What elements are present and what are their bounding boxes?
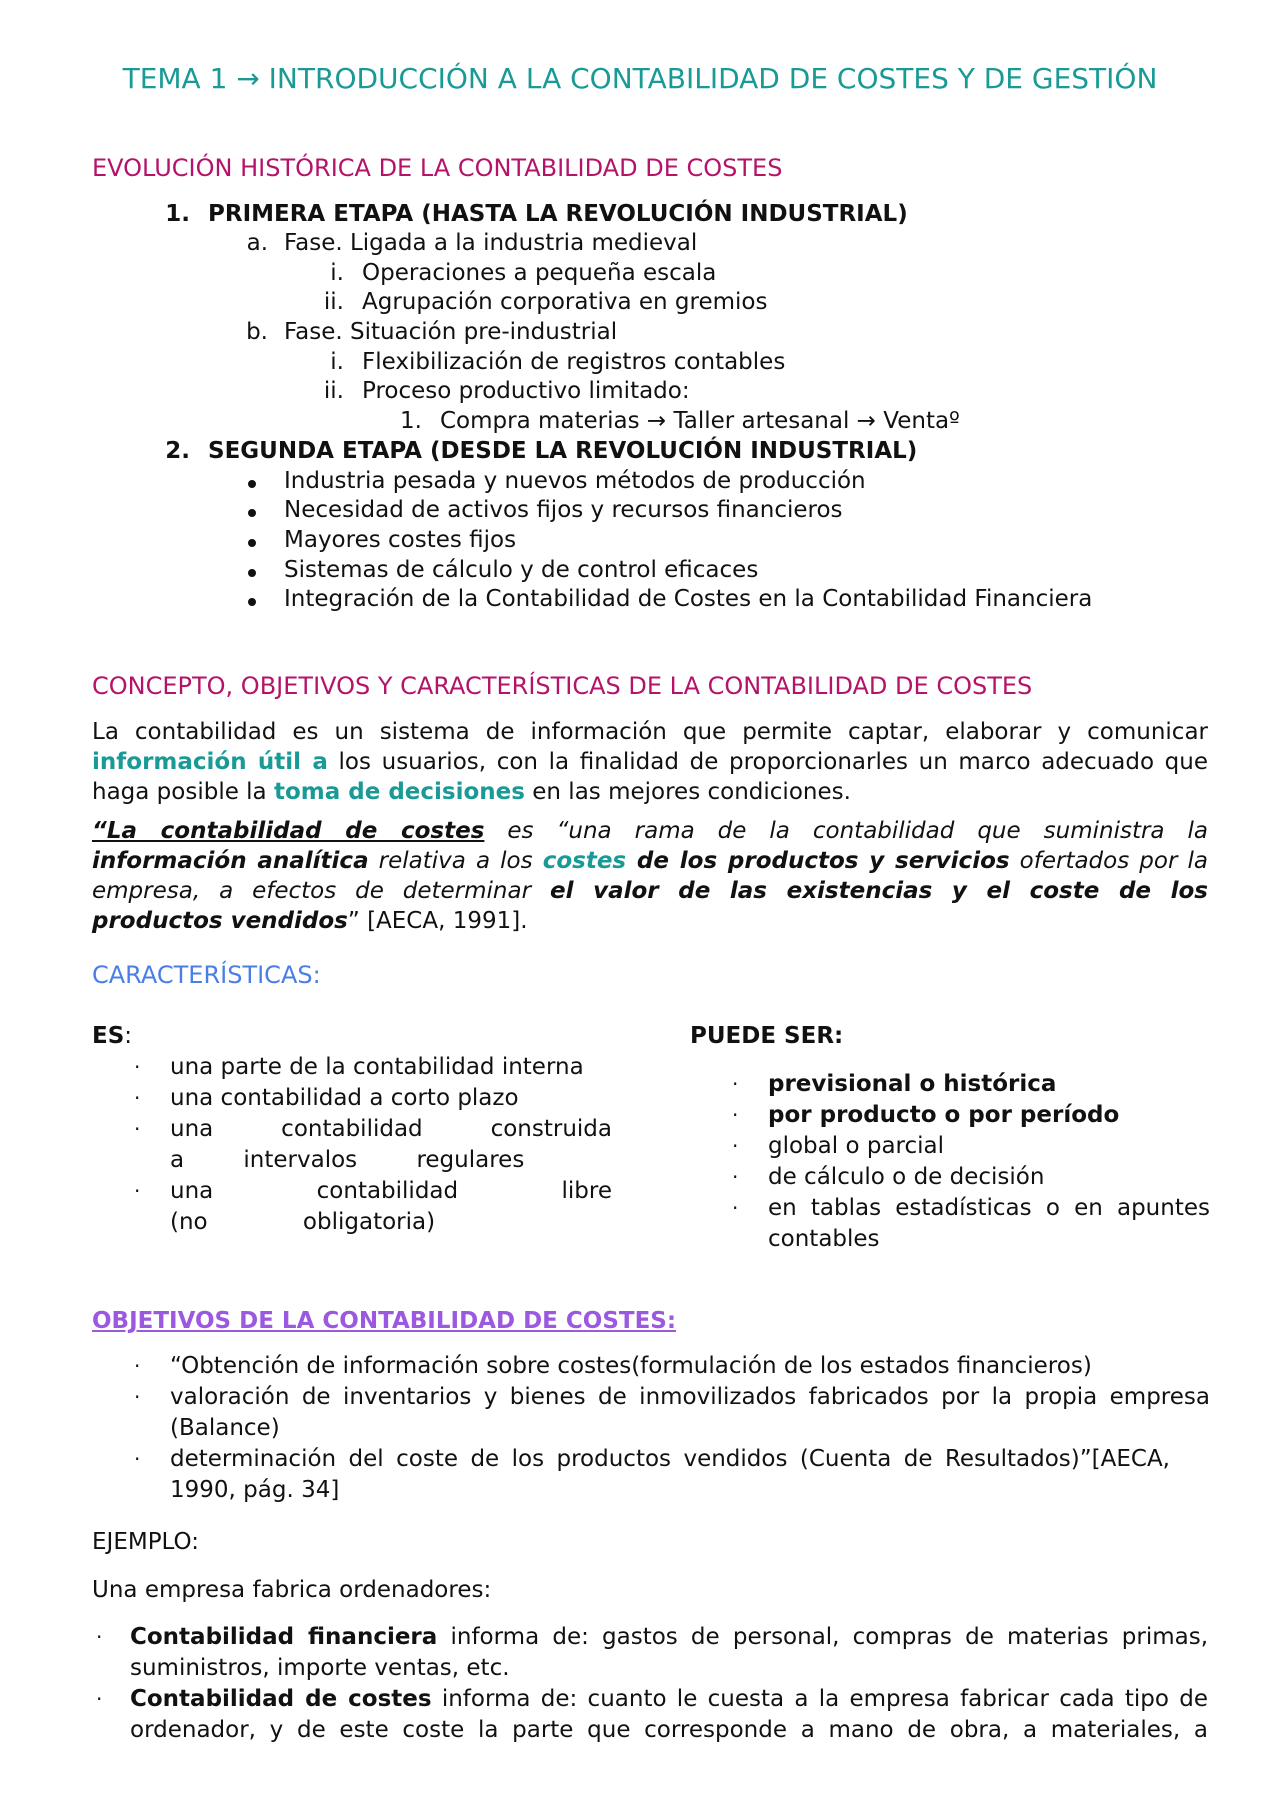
list-item: de cálculo o de decisión xyxy=(768,1164,1045,1190)
list-item: Operaciones a pequeña escala xyxy=(362,260,717,286)
bullet-icon: · xyxy=(732,1103,739,1127)
paragraph-text: informa de: gastos de personal, compras de materias primas, suministros, importe ventas, etc. xyxy=(130,1624,1209,1681)
es-colon: : xyxy=(124,1023,133,1049)
bold-text: Contabilidad de costes xyxy=(130,1686,432,1712)
highlight-text: costes xyxy=(542,848,627,874)
list-item: Necesidad de activos fijos y recursos financieros xyxy=(284,497,843,523)
quote-paragraph xyxy=(92,816,1208,936)
paragraph-text: relativa a los xyxy=(368,848,543,874)
bullet-icon: · xyxy=(134,1086,141,1110)
list-item: Agrupación corporativa en gremios xyxy=(362,289,768,315)
es-label-text: ES xyxy=(92,1023,125,1049)
bullet-icon xyxy=(248,509,256,517)
list-marker: ii. xyxy=(323,378,344,404)
paragraph-line xyxy=(92,816,1208,846)
list-item: Integración de la Contabilidad de Costes en la Contabilidad Financiera xyxy=(284,586,1093,612)
list-item: Industria pesada y nuevos métodos de producción xyxy=(284,468,866,494)
ejemplo-label: EJEMPLO: xyxy=(92,1529,200,1555)
bullet-icon xyxy=(248,569,256,577)
list-item: Proceso productivo limitado: xyxy=(362,378,690,404)
paragraph-line: La contabilidad es un sistema de información que permite captar, elaborar y comunicar xyxy=(92,719,1208,745)
paragraph-text: informa de: cuanto le cuesta a la empresa fabricar cada tipo de ordenador, y de este coste la parte que corresponde a mano de obra, a materiales, a xyxy=(130,1686,1208,1743)
list-item: en tablas estadísticas o en apuntes contables xyxy=(768,1195,1210,1252)
list-item: global o parcial xyxy=(768,1133,945,1159)
bullet-icon: · xyxy=(134,1354,141,1378)
bold-text: el valor de las existencias y el coste de los xyxy=(549,878,1208,904)
list-item: Mayores costes fijos xyxy=(284,527,517,553)
phase-a-label: Fase. Ligada a la industria medieval xyxy=(284,230,698,256)
caracteristicas-heading: CARACTERÍSTICAS: xyxy=(92,961,321,989)
list-item: una contabilidad libre (no obligatoria) xyxy=(170,1178,612,1235)
puede-ser-label: PUEDE SER: xyxy=(690,1023,844,1049)
list-item xyxy=(130,1684,1208,1746)
section-heading-evolucion: EVOLUCIÓN HISTÓRICA DE LA CONTABILIDAD DE COSTES xyxy=(92,154,783,182)
bullet-icon: · xyxy=(134,1055,141,1079)
stage-1-label: PRIMERA ETAPA (HASTA LA REVOLUCIÓN INDUSTRIAL) xyxy=(208,201,908,227)
paragraph-text: en las mejores condiciones. xyxy=(524,779,851,805)
paragraph-line xyxy=(92,876,1208,906)
list-marker: 1. xyxy=(165,201,190,227)
list-item: valoración de inventarios y bienes de inmovilizados fabricados por la propia empresa (Balance) xyxy=(170,1384,1210,1441)
definition-paragraph xyxy=(92,717,1208,807)
list-item xyxy=(130,1622,1208,1684)
highlight-text: toma de decisiones xyxy=(273,779,525,805)
bold-text: Contabilidad financiera xyxy=(130,1624,438,1650)
es-label xyxy=(92,1021,132,1051)
bullet-icon: · xyxy=(96,1625,103,1649)
paragraph-text: es “una rama de la contabilidad que suministra la xyxy=(484,818,1208,844)
bold-text: productos vendidos xyxy=(92,908,348,934)
bullet-icon: · xyxy=(732,1165,739,1189)
list-item: previsional o histórica xyxy=(768,1071,1057,1097)
process-flow: Compra materias → Taller artesanal → Ventaº xyxy=(440,408,960,434)
bullet-icon: · xyxy=(134,1179,141,1203)
bullet-icon xyxy=(248,480,256,488)
ejemplo-intro: Una empresa fabrica ordenadores: xyxy=(92,1577,492,1603)
list-item: Flexibilización de registros contables xyxy=(362,349,786,375)
bullet-icon: · xyxy=(134,1385,141,1409)
list-marker: i. xyxy=(330,260,344,286)
list-marker: 2. xyxy=(165,438,190,464)
paragraph-text: ofertados por la xyxy=(1009,848,1208,874)
list-marker: i. xyxy=(330,349,344,375)
bullet-icon: · xyxy=(732,1134,739,1158)
list-marker: a. xyxy=(246,230,268,256)
paragraph-text: empresa, a efectos de determinar xyxy=(92,878,550,904)
page-title: TEMA 1 → INTRODUCCIÓN A LA CONTABILIDAD DE COSTES Y DE GESTIÓN xyxy=(122,62,1158,95)
section-heading-concepto: CONCEPTO, OBJETIVOS Y CARACTERÍSTICAS DE LA CONTABILIDAD DE COSTES xyxy=(92,672,1033,700)
objetivos-heading: OBJETIVOS DE LA CONTABILIDAD DE COSTES: xyxy=(92,1308,677,1334)
bullet-icon: · xyxy=(732,1196,739,1220)
stage-2-label: SEGUNDA ETAPA (DESDE LA REVOLUCIÓN INDUSTRIAL) xyxy=(208,438,918,464)
bullet-icon xyxy=(248,539,256,547)
list-marker: ii. xyxy=(323,289,344,315)
bullet-icon: · xyxy=(134,1117,141,1141)
bold-text: información analítica xyxy=(92,848,369,874)
bold-text: de los productos y servicios xyxy=(626,848,1010,874)
bullet-icon: · xyxy=(732,1072,739,1096)
highlight-text: información útil a xyxy=(92,749,328,775)
bullet-icon: · xyxy=(134,1447,141,1471)
paragraph-line xyxy=(92,908,528,934)
paragraph-text: haga posible la xyxy=(92,779,274,805)
list-marker: b. xyxy=(246,319,268,345)
list-item: “Obtención de información sobre costes(formulación de los estados financieros) xyxy=(170,1353,1092,1379)
list-marker: 1. xyxy=(400,408,422,434)
list-item: Sistemas de cálculo y de control eficaces xyxy=(284,557,759,583)
bullet-icon xyxy=(248,598,256,606)
paragraph-line xyxy=(92,779,851,805)
list-item: por producto o por período xyxy=(768,1102,1120,1128)
phase-b-label: Fase. Situación pre-industrial xyxy=(284,319,618,345)
list-item: una contabilidad a corto plazo xyxy=(170,1085,519,1111)
paragraph-line xyxy=(92,747,1208,777)
quote-subject: “La contabilidad de costes xyxy=(92,818,485,844)
paragraph-line xyxy=(92,846,1208,876)
paragraph-text: ” [AECA, 1991]. xyxy=(347,908,528,934)
list-item: una contabilidad construida a intervalos regulares xyxy=(170,1116,612,1173)
paragraph-text: los usuarios, con la finalidad de proporcionarles un marco adecuado que xyxy=(327,749,1208,775)
bullet-icon: · xyxy=(96,1687,103,1711)
list-item: una parte de la contabilidad interna xyxy=(170,1054,584,1080)
list-item: determinación del coste de los productos vendidos (Cuenta de Resultados)”[AECA, 1990, pág. 34] xyxy=(170,1446,1170,1503)
